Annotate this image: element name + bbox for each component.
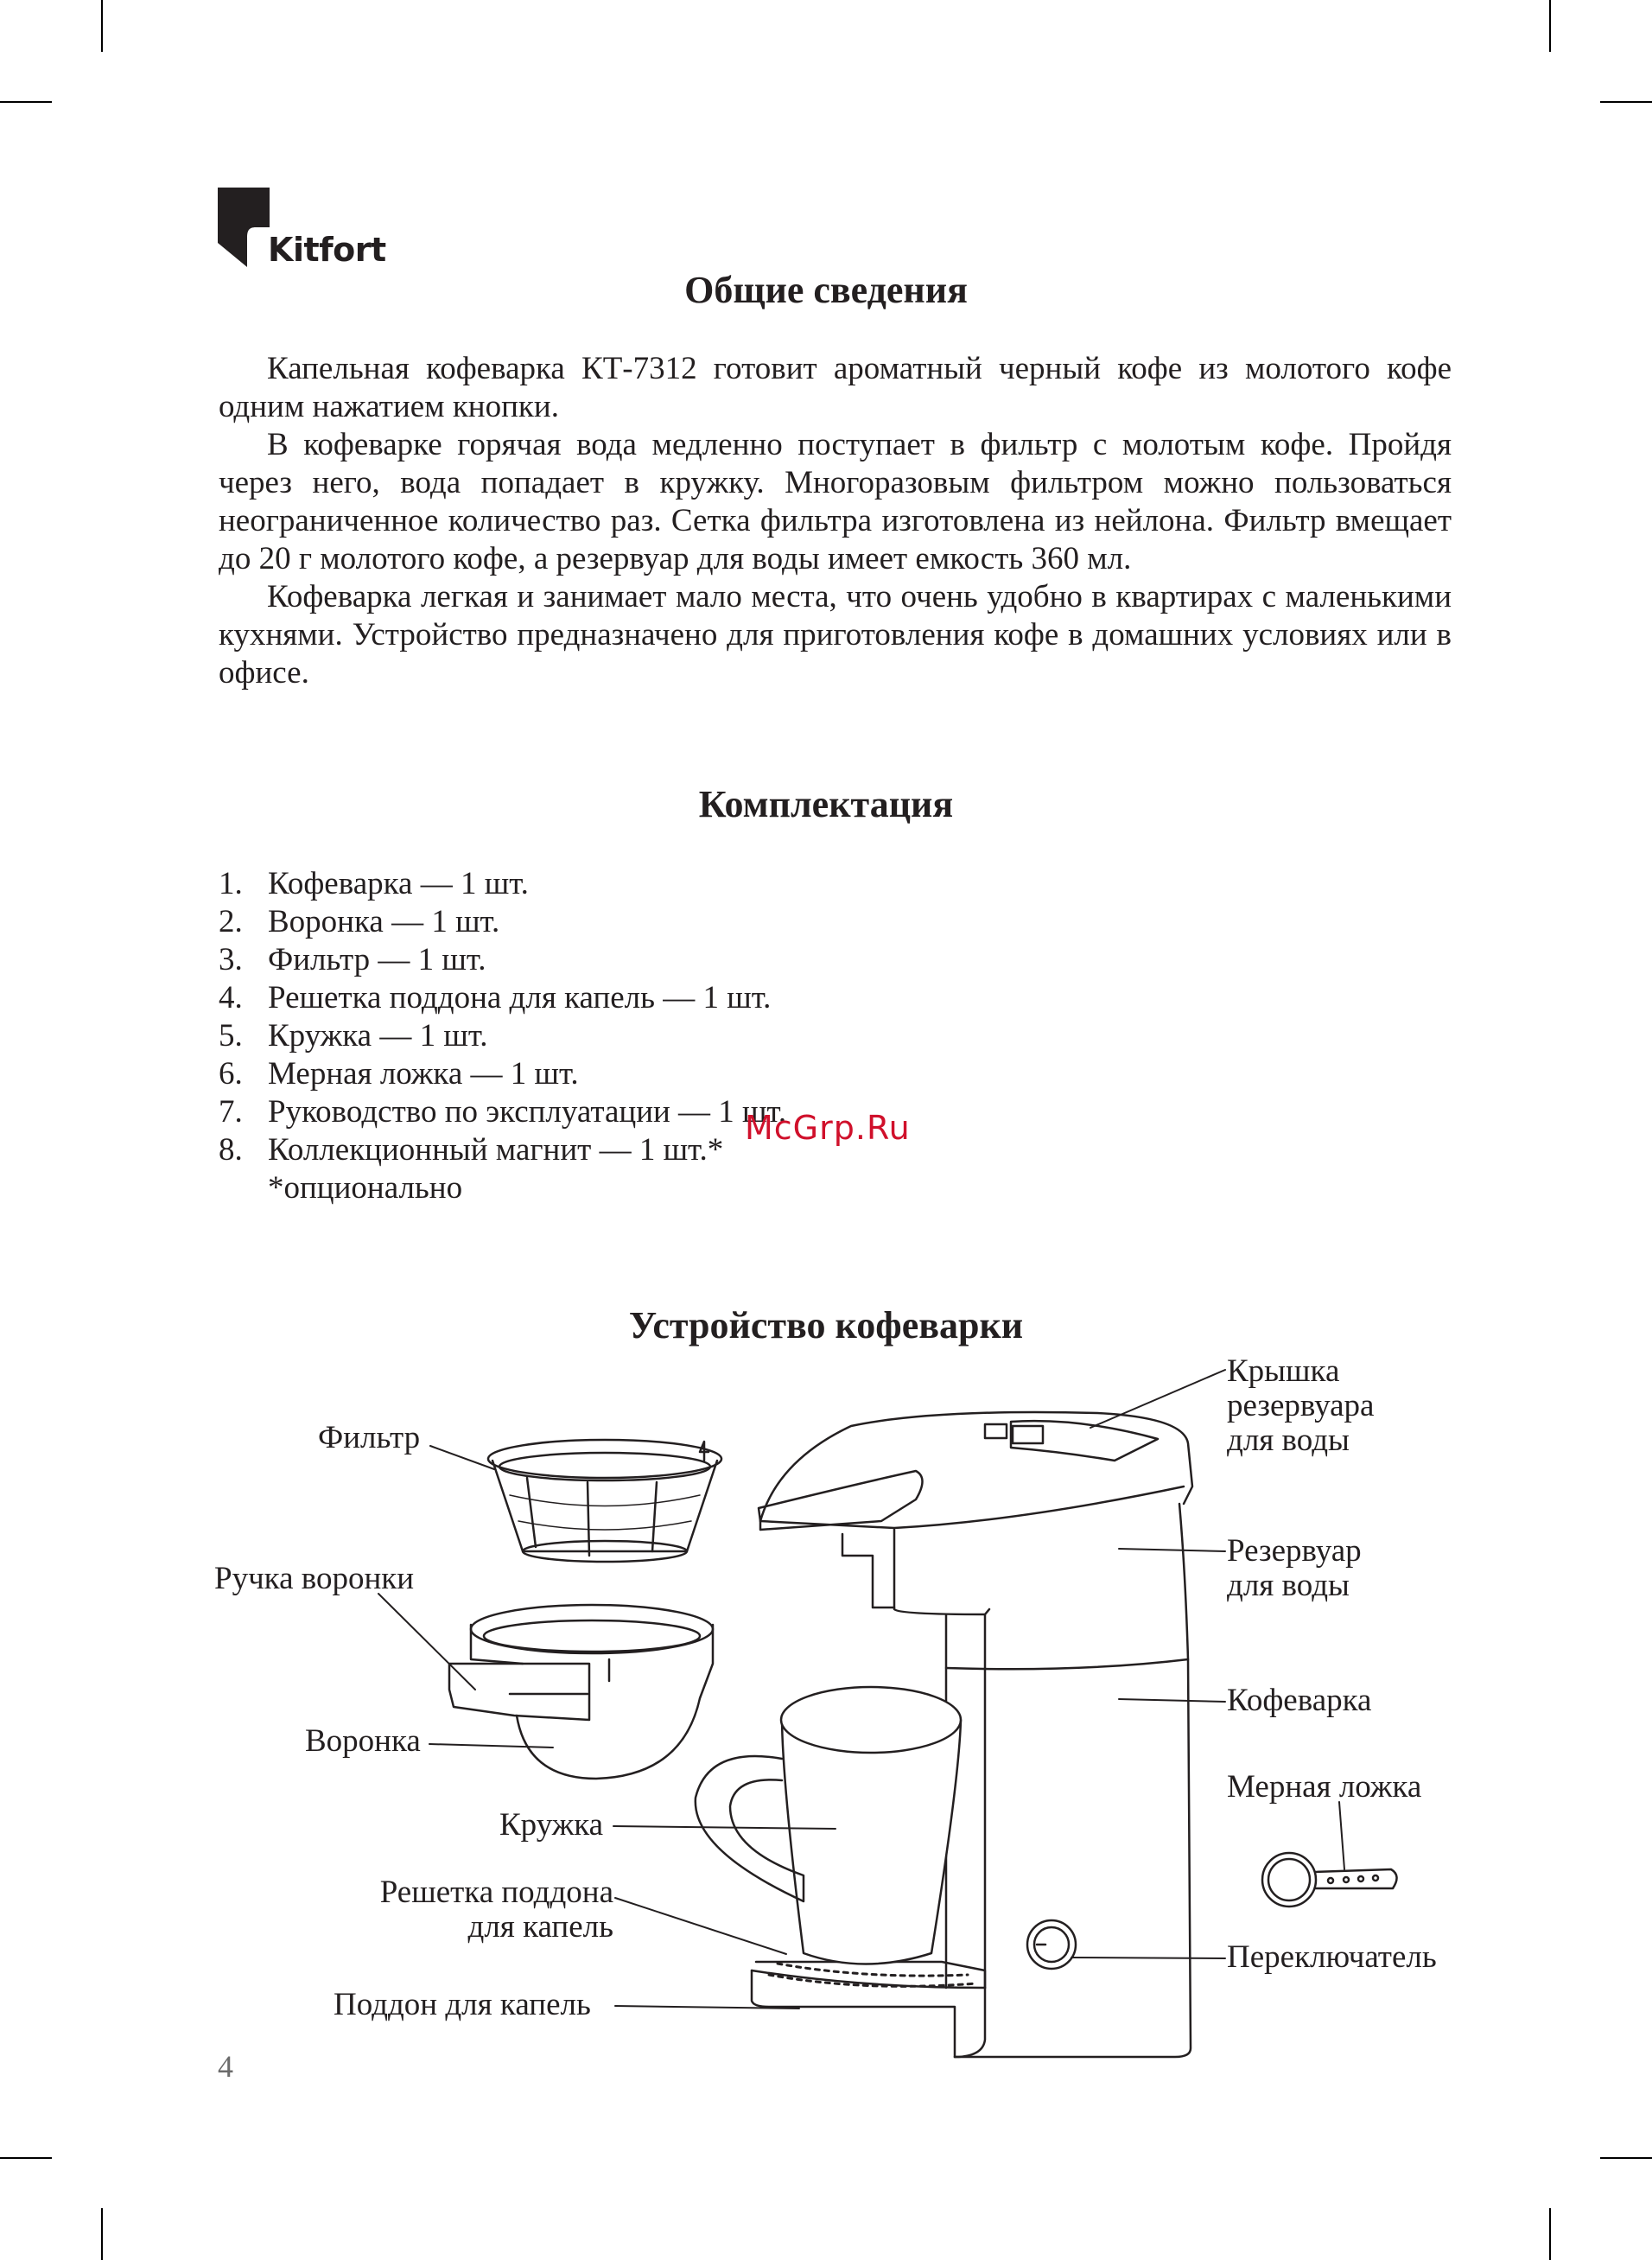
package-list [219,865,786,1207]
paragraph: Капельная кофеварка КТ-7312 готовит ароматный черный кофе из молотого кофе одним нажатием кнопки. [219,351,1452,424]
filter-illustration [488,1440,721,1562]
crop-mark [1600,2157,1652,2159]
brand-logo [218,188,391,274]
list-item: 8. Коллекционный магнит — 1 шт.* [219,1132,724,1168]
crop-mark [0,101,52,103]
spoon-illustration [1262,1853,1397,1907]
brand-name: Kitfort [268,231,386,269]
label-mug: Кружка [499,1807,604,1843]
label-coffee-maker: Кофеварка [1227,1683,1372,1718]
label-reservoir-lid: Крышка резервуара для воды [1227,1353,1375,1458]
drip-tray-illustration [752,1962,985,2057]
label-funnel: Воронка [305,1723,421,1759]
list-item: 1. Кофеварка — 1 шт. [219,866,529,901]
paragraph: В кофеварке горячая вода медленно поступает в фильтр с молотым кофе. Пройдя через него, вода попадает в кружку. Многоразовым фильтром можно пользоваться неограниченное количество раз. Сетка фильтра изготовлена из нейлона. Фильтр вмещает до 20 г молотого кофе, а резервуар для воды имеет емкость 360 мл. [219,427,1452,576]
label-reservoir: Резервуар для воды [1227,1533,1362,1603]
section-title-device: Устройство кофеварки [628,1304,1024,1346]
list-item: 4. Решетка поддона для капель — 1 шт. [219,980,772,1015]
crop-mark [1549,2208,1551,2260]
label-drip-tray: Поддон для капель [334,1987,591,2022]
crop-mark [0,2157,52,2159]
label-measuring-spoon: Мерная ложка [1227,1769,1422,1805]
crop-mark [1600,101,1652,103]
list-note: *опционально [268,1170,463,1206]
mug-illustration [696,1687,961,1964]
paragraph: Кофеварка легкая и занимает мало места, что очень удобно в квартирах с маленькими кухнями. Устройство предназначено для приготовления кофе в домашних условиях или в офисе. [219,579,1452,691]
watermark: McGrp.Ru [745,1109,911,1147]
kitfort-logo-icon [218,188,270,267]
page-number: 4 [218,2049,233,2084]
crop-mark [1549,0,1551,52]
list-item: 3. Фильтр — 1 шт. [219,942,486,977]
label-funnel-handle: Ручка воронки [214,1561,415,1596]
label-switch: Переключатель [1227,1939,1437,1975]
list-item: 2. Воронка — 1 шт. [219,904,500,939]
section-title-general: Общие сведения [684,269,968,311]
crop-mark [101,0,103,52]
funnel-illustration [449,1605,713,1779]
list-item: 6. Мерная ложка — 1 шт. [219,1056,579,1092]
label-filter: Фильтр [318,1420,421,1455]
list-item: 7. Руководство по эксплуатации — 1 шт. [219,1094,787,1130]
section-title-package: Комплектация [698,783,954,825]
crop-mark [101,2208,103,2260]
label-drip-grid: Решетка поддона для капель [379,1875,613,1945]
list-item: 5. Кружка — 1 шт. [219,1018,488,1054]
